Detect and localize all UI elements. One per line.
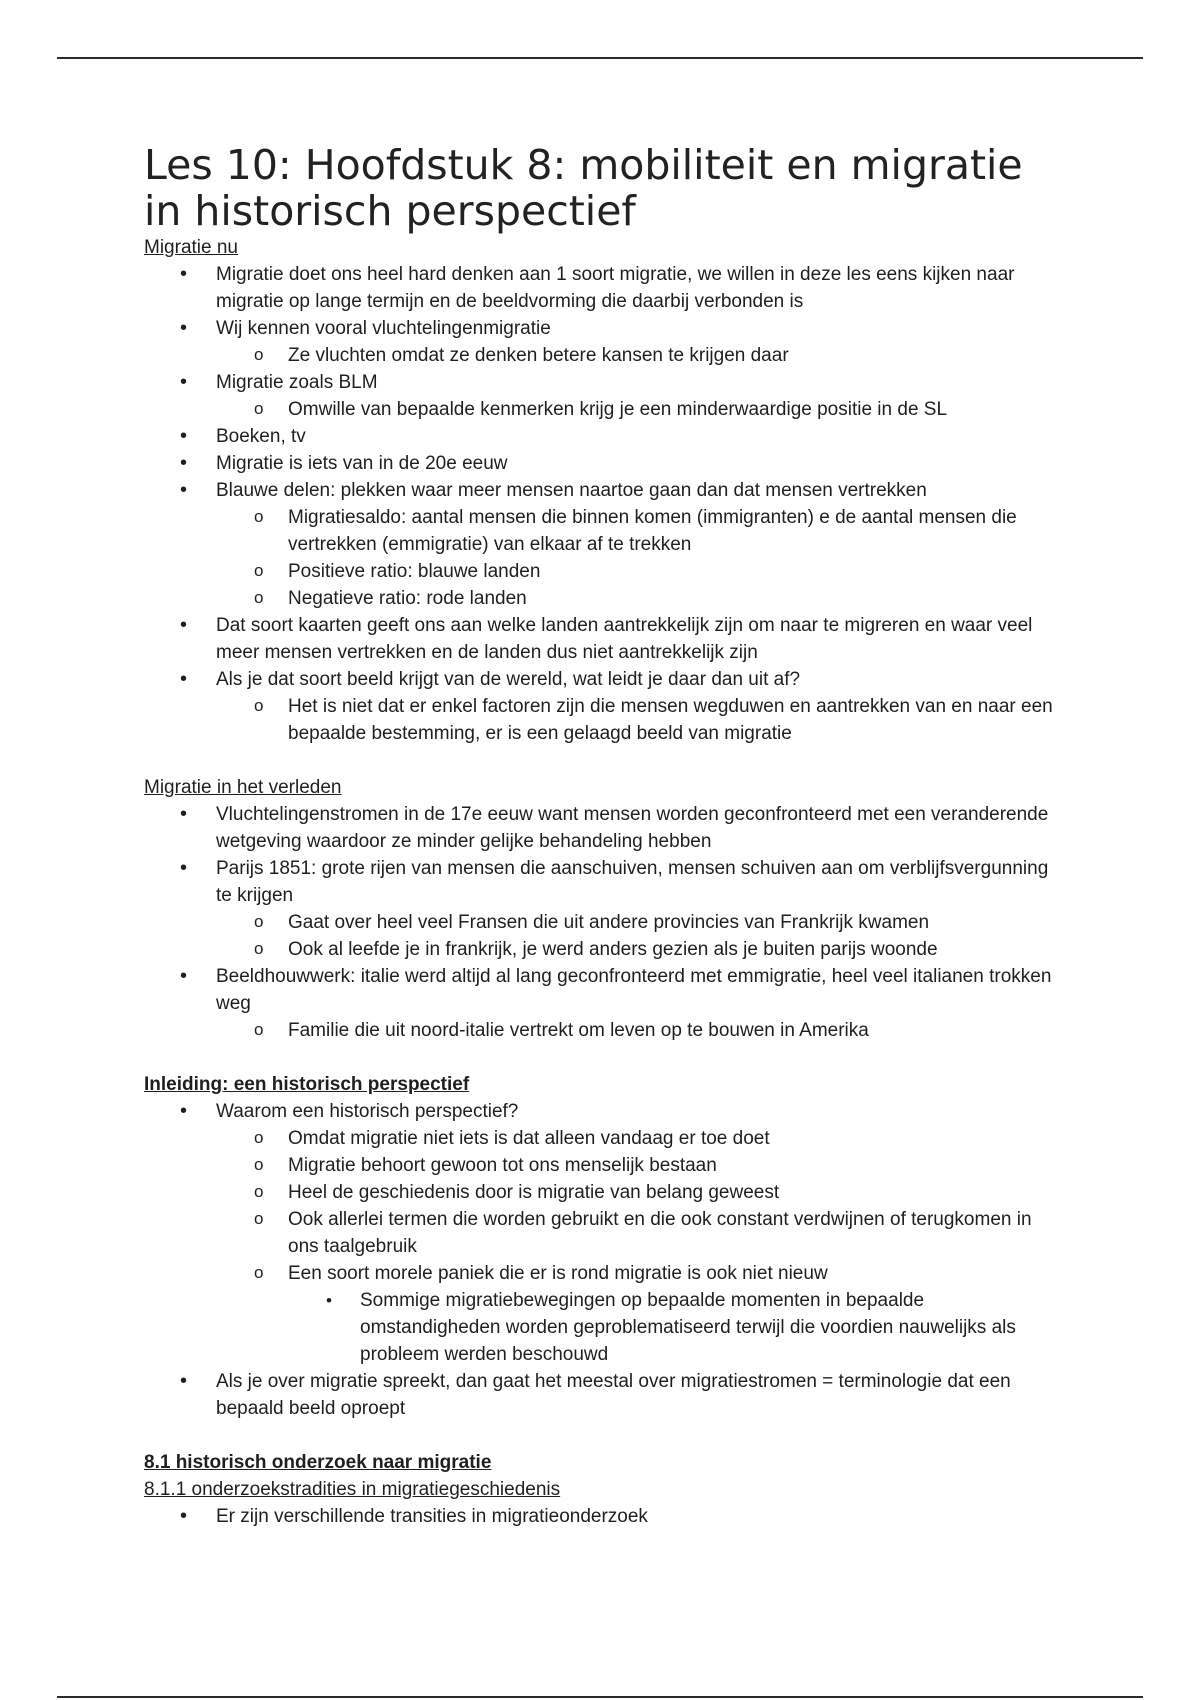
list-item-text: Waarom een historisch perspectief? xyxy=(216,1101,519,1122)
subsection-heading-8-1-1: 8.1.1 onderzoekstradities in migratiegeschiedenis xyxy=(144,1479,561,1500)
bullet-list xyxy=(144,1098,1064,1422)
list-item-text: Migratie zoals BLM xyxy=(216,372,378,393)
sub-list-item-text: Een soort morele paniek die er is rond migratie is ook niet nieuw xyxy=(288,1263,828,1284)
list-item: • Vluchtelingenstromen in de 17e eeuw want mensen worden geconfronteerd met een veranderende wetgeving waardoor ze minder gelijke behandeling hebben xyxy=(144,801,1064,855)
sub-list-item: o Positieve ratio: blauwe landen xyxy=(216,558,1064,585)
sub-list xyxy=(216,342,1064,369)
list-item xyxy=(144,855,1064,963)
list-item-text: Blauwe delen: plekken waar meer mensen naartoe gaan dan dat mensen vertrekken xyxy=(216,480,927,501)
list-item: • Dat soort kaarten geeft ons aan welke landen aantrekkelijk zijn om naar te migreren en waar veel meer mensen vertrekken en de landen dus niet aantrekkelijk zijn xyxy=(144,612,1064,666)
list-item xyxy=(144,477,1064,612)
bullet-list xyxy=(144,1503,1064,1530)
sub-list-item: o Ze vluchten omdat ze denken betere kansen te krijgen daar xyxy=(216,342,1064,369)
list-item: • Migratie doet ons heel hard denken aan 1 soort migratie, we willen in deze les eens kijken naar migratie op lange termijn en de beeldvorming die daarbij verbonden is xyxy=(144,261,1064,315)
sub-list-item: o Ook al leefde je in frankrijk, je werd anders gezien als je buiten parijs woonde xyxy=(216,936,1064,963)
sub-list-item: o Omwille van bepaalde kenmerken krijg je een minderwaardige positie in de SL xyxy=(216,396,1064,423)
sub-list-item: o Omdat migratie niet iets is dat alleen vandaag er toe doet xyxy=(216,1125,1064,1152)
spacer xyxy=(144,1422,1064,1449)
sub-list-item: o Migratiesaldo: aantal mensen die binnen komen (immigranten) e de aantal mensen die vertrekken (emmigratie) van elkaar af te trekken xyxy=(216,504,1064,558)
sub-list-item: o Gaat over heel veel Fransen die uit andere provincies van Frankrijk kwamen xyxy=(216,909,1064,936)
list-item: • Er zijn verschillende transities in migratieonderzoek xyxy=(144,1503,1064,1530)
list-item xyxy=(144,1098,1064,1368)
list-item: • Migratie is iets van in de 20e eeuw xyxy=(144,450,1064,477)
sub-list xyxy=(216,1017,1064,1044)
section-heading-8-1: 8.1 historisch onderzoek naar migratie xyxy=(144,1452,492,1473)
spacer xyxy=(144,1044,1064,1071)
page-title: Les 10: Hoofdstuk 8: mobiliteit en migratie in historisch perspectief xyxy=(144,141,1023,235)
list-item xyxy=(144,666,1064,747)
sub-list-item: o Familie die uit noord-italie vertrekt om leven op te bouwen in Amerika xyxy=(216,1017,1064,1044)
section-heading-migratie-nu: Migratie nu xyxy=(144,237,238,258)
section-heading-inleiding: Inleiding: een historisch perspectief xyxy=(144,1074,470,1095)
list-item-text: Wij kennen vooral vluchtelingenmigratie xyxy=(216,318,551,339)
top-rule xyxy=(57,57,1143,59)
list-item-text: Beeldhouwwerk: italie werd altijd al lang geconfronteerd met emmigratie, heel veel italianen trokken weg xyxy=(216,966,1052,1014)
sub-list-item: o Migratie behoort gewoon tot ons menselijk bestaan xyxy=(216,1152,1064,1179)
sub-list-item: o Het is niet dat er enkel factoren zijn die mensen wegduwen en aantrekken van en naar een bepaalde bestemming, er is een gelaagd beeld van migratie xyxy=(216,693,1064,747)
sub-list-item: o Heel de geschiedenis door is migratie van belang geweest xyxy=(216,1179,1064,1206)
sub-list-item xyxy=(216,1260,1064,1368)
section-heading-migratie-verleden: Migratie in het verleden xyxy=(144,777,342,798)
list-item: • Als je over migratie spreekt, dan gaat het meestal over migratiestromen = terminologie dat een bepaald beeld oproept xyxy=(144,1368,1064,1422)
sub-list xyxy=(216,909,1064,963)
sub-list-item: o Negatieve ratio: rode landen xyxy=(216,585,1064,612)
list-item-text: Als je dat soort beeld krijgt van de wereld, wat leidt je daar dan uit af? xyxy=(216,669,801,690)
sub-list xyxy=(216,396,1064,423)
document-body xyxy=(144,142,1064,1530)
bullet-list xyxy=(144,801,1064,1044)
bullet-list xyxy=(144,261,1064,747)
sub-sub-list-item: • Sommige migratiebewegingen op bepaalde momenten in bepaalde omstandigheden worden geproblematiseerd terwijl die voordien nauwelijks als probleem werden beschouwd xyxy=(288,1287,1064,1368)
list-item xyxy=(144,315,1064,369)
sub-list xyxy=(216,1125,1064,1368)
list-item xyxy=(144,963,1064,1044)
sub-sub-list xyxy=(288,1287,1064,1368)
list-item xyxy=(144,369,1064,423)
sub-list-item: o Ook allerlei termen die worden gebruikt en die ook constant verdwijnen of terugkomen in ons taalgebruik xyxy=(216,1206,1064,1260)
sub-list xyxy=(216,693,1064,747)
sub-list xyxy=(216,504,1064,612)
list-item-text: Parijs 1851: grote rijen van mensen die aanschuiven, mensen schuiven aan om verblijfsvergunning te krijgen xyxy=(216,858,1049,906)
spacer xyxy=(144,747,1064,774)
list-item: • Boeken, tv xyxy=(144,423,1064,450)
bottom-rule xyxy=(57,1696,1143,1698)
